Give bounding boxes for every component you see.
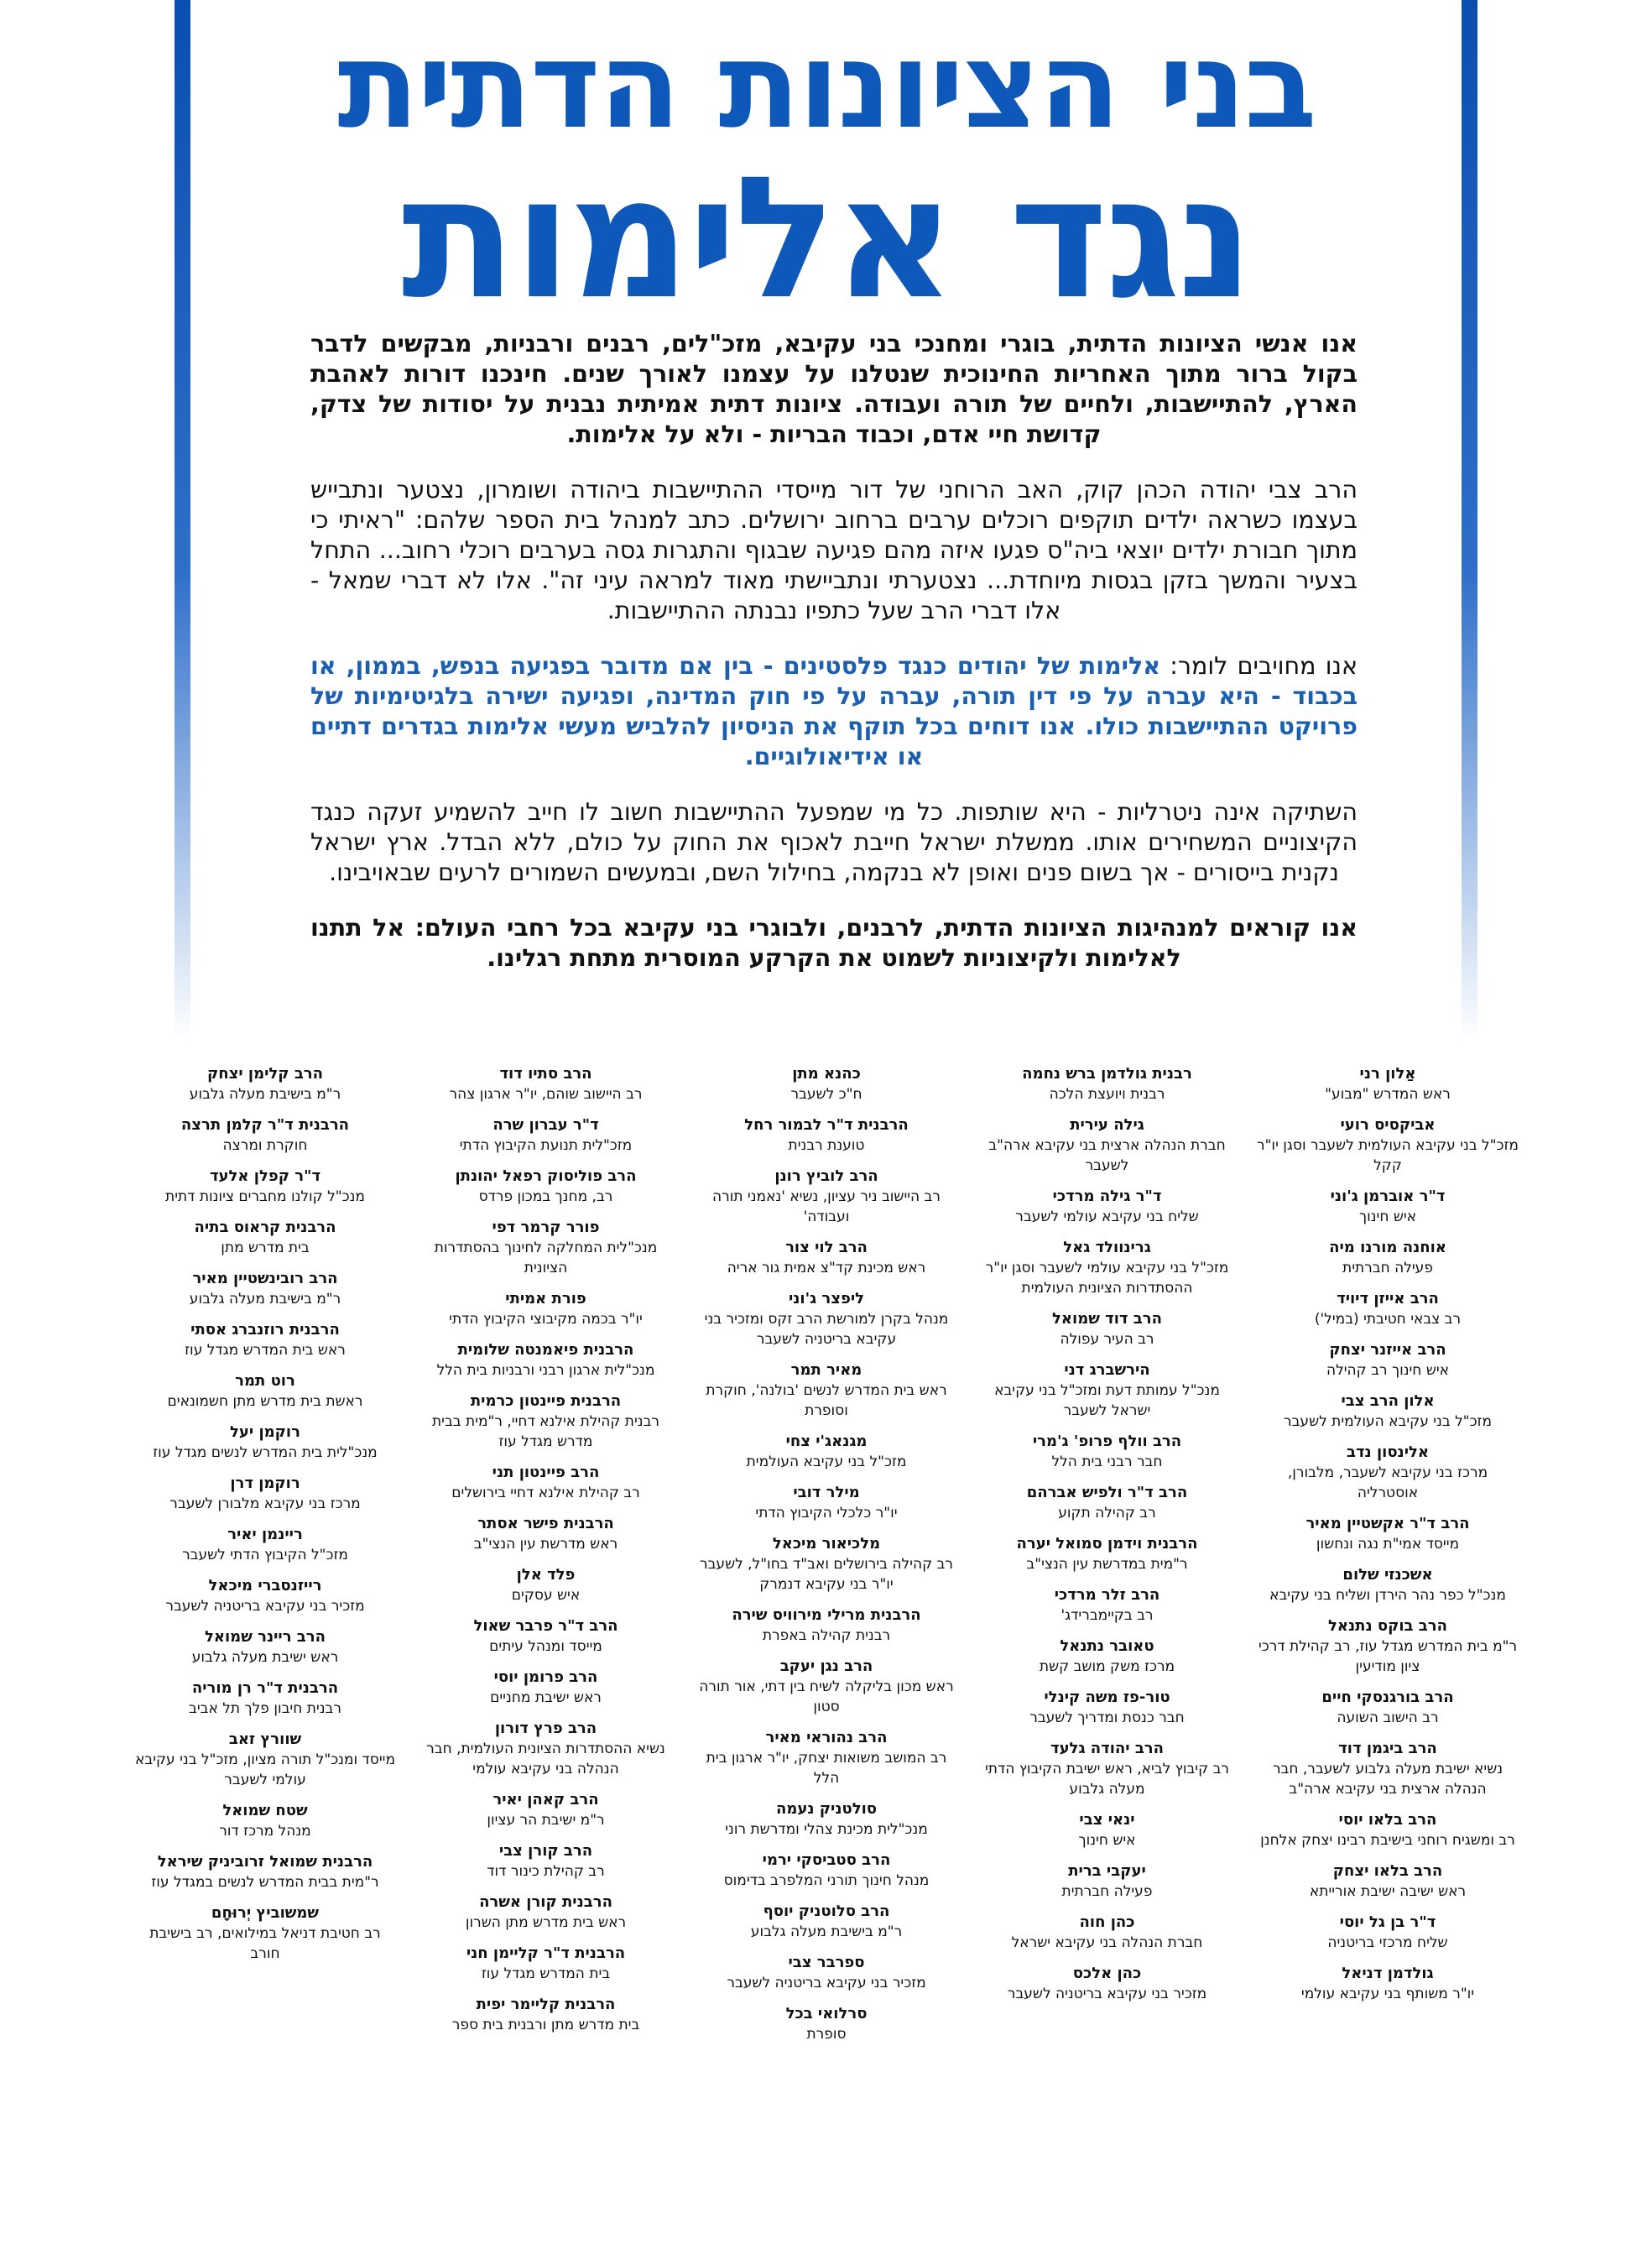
signatory-role: רב העיר עפולה: [1060, 1331, 1154, 1348]
signatory-role: רבנית קהילה באפרת: [762, 1627, 891, 1644]
signatory-role: מנכ"לית המחלקה לחינוך בהסתדרות הציונית: [434, 1240, 658, 1276]
signatory-name: הרב יהודה גלעד: [1050, 1740, 1164, 1757]
signatory-name: יעקבי ברית: [1068, 1862, 1146, 1880]
signatory-name: הרב ד"ר אקשטיין מאיר: [1305, 1515, 1470, 1532]
signatory-name: הרב ד"ר ולפיש אברהם: [1026, 1484, 1188, 1501]
signatory-role: שליח בני עקיבא עולמי לשעבר: [1015, 1208, 1199, 1225]
signatory-name: הרב אייזנר יצחק: [1329, 1341, 1446, 1359]
signatory-role: ראשת בית מדרש מתן חשמונאים: [167, 1393, 363, 1410]
signatory: [1257, 1187, 1519, 1227]
signatory: [134, 1576, 396, 1616]
signatory: [134, 1115, 396, 1156]
signatory: [134, 1801, 396, 1841]
signatory-role: מזכיר בני עקיבא בריטניה לשעבר: [165, 1598, 365, 1615]
signatory-name: הרב נהוראי מאיר: [765, 1729, 888, 1746]
signatory-role: בית מדרש מתן: [221, 1240, 310, 1256]
signatory-role: ראש ישיבה ישיבת אורייתא: [1309, 1883, 1467, 1900]
signatory-role: ראש בית המדרש מגדל עוז: [185, 1342, 346, 1359]
signatory-role: מייסד אמי"ת נגה ונחשון: [1316, 1536, 1460, 1553]
signatory: [696, 1953, 957, 1993]
signatory-role: חבר כנסת ומדריך לשעבר: [1029, 1709, 1185, 1726]
paragraph-obligation: [310, 651, 1358, 772]
signatory-role: ראש מכון בליקלה לשיח בין דתי, אור תורה סטון: [699, 1678, 954, 1715]
signatory-name: הרב קאהן יאיר: [492, 1791, 599, 1809]
signatory-name: הרב פיינטון תני: [492, 1464, 600, 1481]
signatory-name: אשכנזי שלום: [1342, 1566, 1433, 1584]
signatory-role: מנכ"לית בית המדרש לנשים מגדל עוז: [153, 1444, 378, 1461]
signatory-name: גרינוולד גאל: [1063, 1239, 1151, 1256]
signatory: [1257, 1289, 1519, 1329]
signatory: [1257, 1810, 1519, 1850]
signatory-role: מזכ"ל הקיבוץ הדתי לשעבר: [182, 1547, 348, 1563]
signatory: [415, 1565, 677, 1605]
signatory-role: בית מדרש מתן ורבנית בית ספר: [451, 2017, 640, 2033]
left-accent-bar: [175, 0, 190, 1041]
signatory-column: [696, 1064, 957, 2247]
signatory: [1257, 1443, 1519, 1503]
signatory-name: רוט תמר: [235, 1372, 295, 1390]
signatory-role: רב קיבוץ לביא, ראש ישיבת הקיבוץ הדתי מעלה גלבוע: [984, 1761, 1230, 1798]
signatory-role: חברת הנהלה ארצית בני עקיבא ארה"ב לשעבר: [988, 1137, 1226, 1174]
signatory-name: אביקסיס רועי: [1340, 1116, 1436, 1134]
paragraph-call-to-action: אנו קוראים למנהיגות הציונות הדתית, לרבנים, ולבוגרי בני עקיבא בכל רחבי העולם: אל תתנו לאלימות ולקיצוניות לשמוט את הקרקע המוסרית מתחת רגלינו.: [310, 914, 1358, 972]
signatory-name: הרב ריינר שמואל: [205, 1628, 326, 1646]
signatory-name: גילה עירית: [1070, 1116, 1144, 1134]
signatory-name: טאובר נתנאל: [1060, 1637, 1154, 1655]
signatory-name: מילר דובי: [793, 1484, 860, 1501]
signatory-name: הרב בלאו יוסי: [1338, 1811, 1437, 1829]
signatory-role: יו"ר בכמה מקיבוצי הקיבוץ הדתי: [449, 1311, 643, 1328]
signatory: [415, 1995, 677, 2035]
signatory: [696, 1657, 957, 1717]
signatory-role: מנכ"ל קולנו מחברים ציונות דתית: [165, 1188, 365, 1205]
signatory: [1257, 1340, 1519, 1381]
signatory-name: פלד אלן: [516, 1566, 576, 1584]
signatory-name: ד"ר עברון שרה: [492, 1116, 599, 1134]
signatory: [977, 1964, 1238, 2004]
signatory: [415, 1463, 677, 1503]
signatory-name: פורת אמיתי: [505, 1290, 586, 1307]
signatory: [696, 1483, 957, 1523]
signatory-name: אַלון רני: [1359, 1065, 1416, 1083]
signatory-name: הרבנית ד"ר לבמור רחל: [744, 1116, 909, 1134]
signatory-name: ד"ר אוברמן ג'וני: [1330, 1187, 1446, 1205]
signatory: [415, 1115, 677, 1156]
signatory-name: ינאי צבי: [1079, 1811, 1135, 1829]
signatory-role: שליח מרכזי בריטניה: [1327, 1934, 1448, 1951]
signatory: [415, 1719, 677, 1779]
signatory: [1257, 1688, 1519, 1728]
signatory-role: רבנית חיבון פלך תל אביב: [189, 1700, 341, 1717]
signatory-name: הרבנית רוזנברג אסתי: [190, 1321, 340, 1339]
signatory-column: [977, 1064, 1238, 2247]
signatory: [134, 1320, 396, 1360]
signatory-name: הרב לוי צור: [785, 1239, 868, 1256]
signatory-name: הרב ביגמן דוד: [1338, 1740, 1437, 1757]
signatory-role: רב היישוב שוהם, יו"ר ארגון צהר: [449, 1086, 643, 1103]
signatory-role: איש חינוך: [1358, 1208, 1417, 1225]
signatory-role: רב בקיימברידג': [1061, 1607, 1154, 1624]
signatory-column: [415, 1064, 677, 2247]
headline-line-2: נגד אלימות: [401, 141, 1252, 337]
signatory: [1257, 1514, 1519, 1554]
signatory-name: הרב רובינשטיין מאיר: [192, 1270, 338, 1287]
signatory-role: רב קהילה בירושלים ואב"ד בחו"ל, לשעבר יו"ר בני עקיבא דנמרק: [700, 1556, 953, 1593]
signatory-role: מזכ"ל בני עקיבא עולמי לשעבר וסגן יו"ר ההסתדרות הציונית העולמית: [985, 1260, 1229, 1297]
signatory: [415, 1391, 677, 1452]
signatory-name: ריינמן יאיר: [227, 1526, 303, 1543]
signatory-name: אוחנה מורנו מיה: [1329, 1239, 1446, 1256]
signatory-role: בית המדרש מגדל עוז: [481, 1965, 611, 1982]
signatory: [415, 1892, 677, 1933]
signatory-name: הרב וולף פרופ' ג'מרי: [1032, 1433, 1182, 1450]
signatory-name: גולדמן דניאל: [1342, 1965, 1434, 1982]
signatory: [1257, 1391, 1519, 1432]
signatory: [977, 1810, 1238, 1850]
signatory: [977, 1483, 1238, 1523]
signatory: [977, 1688, 1238, 1728]
signatory: [696, 1605, 957, 1646]
signatory-name: ליפצר ג'וני: [788, 1290, 865, 1307]
signatory-name: כהן אלכס: [1072, 1965, 1142, 1982]
signatory-name: הרבנית פישר אסתר: [477, 1515, 614, 1532]
signatory-name: הרבנית ד"ר רן מוריה: [191, 1679, 339, 1697]
signatory-name: הרב בוקס נתנאל: [1328, 1617, 1447, 1635]
signatory-role: רב המושב משואות יצחק, יו"ר ארגון בית הלל: [706, 1750, 947, 1787]
signatory: [134, 1474, 396, 1514]
signatory-role: מזכיר בני עקיבא בריטניה לשעבר: [727, 1975, 926, 1991]
signatory-name: כהנא מתן: [792, 1065, 861, 1083]
signatories-list: [134, 1064, 1519, 2247]
signatory-role: ח"כ לשעבר: [790, 1086, 862, 1103]
signatory-name: הרבנית ד"ר קלמן תרצה: [180, 1116, 350, 1134]
signatory-name: רוקמן יעל: [230, 1423, 300, 1441]
signatory: [415, 1064, 677, 1104]
signatory-name: הרב סטביסקי ירמי: [762, 1851, 891, 1869]
signatory: [696, 1360, 957, 1421]
signatory-role: איש חינוך: [1078, 1832, 1136, 1849]
signatory-role: ר"מ בישיבת מעלה גלבוע: [189, 1291, 341, 1307]
signatory: [1257, 1115, 1519, 1176]
signatory: [415, 1944, 677, 1984]
signatory-role: מנהל מרכז דור: [219, 1823, 311, 1840]
signatory-role: מנהל בקרן למורשת הרב זקס ומזכיר בני עקיבא בריטניה לשעבר: [704, 1311, 949, 1348]
signatory: [696, 1534, 957, 1595]
signatory: [134, 1852, 396, 1892]
signatory-name: סרלואי בכל: [785, 2005, 868, 2023]
signatory: [977, 1360, 1238, 1421]
signatory-role: רב קהילת כינור דוד: [487, 1863, 605, 1880]
signatory-name: הרבנית וידמן סמואל יערה: [1016, 1535, 1198, 1553]
signatory-role: יו"ר משותף בני עקיבא עולמי: [1300, 1986, 1475, 2002]
signatory-role: מזכ"ל בני עקיבא העולמית לשעבר וסגן יו"ר קקל: [1257, 1137, 1519, 1174]
signatory-role: ר"מית במדרשת עין הנצי"ב: [1026, 1556, 1188, 1573]
signatory-name: הרב דוד שמואל: [1052, 1310, 1162, 1328]
signatory: [1257, 1913, 1519, 1953]
obligation-lead: אנו מחויבים לומר:: [1160, 652, 1358, 680]
paragraph-rav-kook-quote: הרב צבי יהודה הכהן קוק, האב הרוחני של דור מייסדי ההתיישבות ביהודה ושומרון, נצטער ונתבייש בעצמו כשראה ילדים תוקפים רוכלים ערבים ברחוב ירושלים. כתב למנהל בית הספר שלהם: "ראיתי כי מתוך חבורת ילדים יוצאי ביה"ס פגעו איזה מהם פגיעה שבגוף והתגרות גסה בערבים רוכלי רחוב... התחל בצעיר והמשך בזקן בגסות מיוחדת... נצטערתי ונתביישתי מאוד למראה עיני זה". אלו לא דברי שמאל - אלו דברי הרב שעל כתפיו נבנתה ההתיישבות.: [310, 476, 1358, 624]
signatory: [977, 1187, 1238, 1227]
signatory-name: אלינסון נדב: [1346, 1443, 1430, 1461]
signatory: [1257, 1964, 1519, 2004]
signatory: [977, 1585, 1238, 1626]
signatory: [696, 1850, 957, 1891]
signatory-role: נשיא ההסתדרות הציונית העולמית, חבר הנהלה בני עקיבא עולמי: [426, 1741, 665, 1777]
right-accent-bar: [1462, 0, 1477, 1041]
signatory-role: מייסד ומנהל עיתים: [489, 1638, 602, 1655]
signatory-name: שמשוביץ יְרוּחָם: [211, 1904, 320, 1922]
signatory-name: הרבנית פיאמנטה שלומית: [457, 1341, 634, 1359]
signatory-role: רב ומשגיח רוחני בישיבת רבינו יצחק אלחנן: [1260, 1832, 1515, 1849]
signatory-name: הרב פרץ דורון: [494, 1720, 597, 1737]
signatory: [696, 1289, 957, 1349]
signatory-name: מגנאג'י צחי: [785, 1433, 868, 1450]
signatory-column: [1257, 1064, 1519, 2247]
signatory: [977, 1064, 1238, 1104]
signatory-name: הרב בלאו יצחק: [1332, 1862, 1443, 1880]
signatory-role: מזכ"לית תנועת הקיבוץ הדתי: [459, 1137, 633, 1154]
signatory-role: רב קהילת אילנא דחיי בירושלים: [451, 1485, 640, 1501]
signatory: [696, 1728, 957, 1788]
signatory-name: הירשברג דני: [1064, 1361, 1150, 1379]
signatory-name: סולטניק נעמה: [775, 1800, 878, 1818]
signatory: [696, 1432, 957, 1472]
paragraph-silence: השתיקה אינה ניטרליות - היא שותפות. כל מי שמפעל ההתיישבות חשוב לו חייב להשמיע זעקה כנגד הקיצוניים המשחירים אותו. ממשלת ישראל חייבת לאכוף את החוק על כולם, ללא הבדל. ארץ ישראל נקנית בייסורים - אך בשום פנים ואופן לא בנקמה, בחילול השם, ובמעשים השמורים לרעים שבאויבינו.: [310, 798, 1358, 886]
signatory: [977, 1309, 1238, 1349]
signatory: [134, 1218, 396, 1258]
signatory-name: הרב סתיו דוד: [499, 1065, 592, 1083]
signatory-name: ד"ר גילה מרדכי: [1052, 1187, 1162, 1205]
signatory-name: שוורץ זאב: [228, 1730, 302, 1748]
signatory-role: מנהל חינוך תורני המלפרב בדימוס: [723, 1872, 930, 1889]
signatory: [415, 1616, 677, 1657]
signatory-role: מזכיר בני עקיבא בריטניה לשעבר: [1007, 1986, 1207, 2002]
signatory: [977, 1534, 1238, 1574]
headline-line-1: בני הציונות הדתית: [337, 17, 1316, 155]
signatory-name: הרב פרומן יוסי: [493, 1668, 598, 1686]
signatory: [415, 1289, 677, 1329]
signatory-role: ר"מ ישיבת הר עציון: [487, 1812, 605, 1829]
signatory-role: סופרת: [806, 2026, 847, 2043]
signatory-name: כהן חוה: [1079, 1913, 1135, 1931]
signatory-role: רב חטיבת דניאל במילואים, רב בישיבת חורב: [149, 1925, 381, 1962]
signatory: [415, 1514, 677, 1554]
signatory-role: מזכ"ל בני עקיבא העולמית לשעבר: [1284, 1413, 1492, 1430]
signatory-role: ראש ישיבת מחניים: [490, 1689, 602, 1706]
signatory-role: ר"מ בית המדרש מגדל עוז, רב קהילת דרכי ציון מודיעין: [1258, 1638, 1518, 1675]
paragraph-intro: אנו אנשי הציונות הדתית, בוגרי ומחנכי בני עקיבא, מזכ"לים, רבנים ורבניות, מבקשים לדבר בקול ברור מתוך האחריות החינוכית שנטלנו על עצמנו לאורך שנים. חינכנו דורות לאהבת הארץ, להתיישבות, ולחיים של תורה ועבודה. ציונות דתית אמיתית נבנית על יסודות של צדק, קדושת חיי אדם, וכבוד הבריות - ולא על אלימות.: [310, 330, 1358, 448]
signatory-name: הרב נגן יעקב: [779, 1657, 873, 1675]
signatory-role: חברת הנהלה בני עקיבא ישראל: [1011, 1934, 1203, 1951]
signatory-name: טור-פז משה קינלי: [1044, 1688, 1170, 1706]
signatory-name: הרב זלר מרדכי: [1054, 1586, 1160, 1604]
signatory: [134, 1730, 396, 1790]
signatory: [977, 1636, 1238, 1677]
signatory: [134, 1422, 396, 1463]
signatory-name: הרבנית קראוס בתיה: [194, 1219, 336, 1236]
signatory-role: פעילה חברתית: [1061, 1883, 1153, 1900]
signatory-role: ראש ישיבת מעלה גלבוע: [191, 1649, 339, 1666]
signatory: [134, 1371, 396, 1412]
signatory: [696, 2004, 957, 2044]
signatory-name: ד"ר בן גל יוסי: [1339, 1913, 1436, 1931]
signatory-role: מנכ"לית ארגון רבני ורבניות בית הלל: [436, 1362, 655, 1379]
signatory-name: הרב קורן צבי: [498, 1842, 593, 1860]
signatory-role: מנכ"ל כפר נהר הירדן ושליח בני עקיבא: [1269, 1587, 1506, 1604]
signatory-role: מרכז משק מושב קשת: [1039, 1658, 1175, 1675]
signatory-role: רב, מחנך במכון פרדס: [478, 1188, 613, 1205]
signatory-name: רייזנסברי מיכאל: [208, 1577, 322, 1595]
signatory: [415, 1790, 677, 1830]
signatory-name: רבנית גולדמן ברש נחמה: [1022, 1065, 1192, 1083]
signatory-role: יו"ר כלכלי הקיבוץ הדתי: [755, 1505, 898, 1521]
signatory: [134, 1269, 396, 1309]
signatory-name: פורר קרמר דפי: [492, 1219, 600, 1236]
signatory-role: ר"מית בבית המדרש לנשים במגדל עוז: [151, 1874, 379, 1891]
signatory-name: רוקמן דרן: [230, 1474, 300, 1492]
signatory: [1257, 1739, 1519, 1799]
signatory-role: ראש בית מדרש מתן השרון: [465, 1914, 627, 1931]
signatory-name: שטח שמואל: [222, 1802, 308, 1819]
signatory-column: [134, 1064, 396, 2247]
signatory-role: רב קהילה תקוע: [1058, 1505, 1156, 1521]
signatory-name: הרבנית מרילי מירוויס שירה: [732, 1606, 921, 1624]
signatory-role: רב הישוב השועה: [1337, 1709, 1439, 1726]
signatory: [1257, 1565, 1519, 1605]
signatory-role: רבנית ויועצת הלכה: [1049, 1086, 1165, 1103]
signatory-name: אלון הרב צבי: [1341, 1392, 1435, 1410]
signatory: [977, 1432, 1238, 1472]
signatory: [696, 1064, 957, 1104]
signatory: [415, 1340, 677, 1381]
signatory-role: חוקרת ומרצה: [222, 1137, 308, 1154]
signatory-role: רב צבאי חטיבתי (במיל'): [1314, 1311, 1462, 1328]
signatory: [977, 1238, 1238, 1298]
signatory: [696, 1902, 957, 1942]
signatory-name: הרב בורגנסקי חיים: [1321, 1688, 1454, 1706]
signatory-role: ראש המדרש "מבוע": [1325, 1086, 1451, 1103]
signatory: [977, 1739, 1238, 1799]
signatory-name: מאיר תמר: [790, 1361, 862, 1379]
signatory-role: איש עסקים: [511, 1587, 581, 1604]
signatory-name: הרב סלוטניק יוסף: [763, 1902, 890, 1920]
signatory: [1257, 1064, 1519, 1104]
signatory: [415, 1668, 677, 1708]
signatory-name: הרבנית ד"ר קליימן חני: [466, 1944, 626, 1962]
signatory-role: מנכ"לית מכינת צהלי ומדרשת רוני: [725, 1821, 928, 1838]
signatory-role: איש חינוך רב קהילה: [1326, 1362, 1450, 1379]
signatory: [696, 1167, 957, 1227]
signatory-role: חבר רבני בית הלל: [1051, 1454, 1163, 1470]
signatory-name: הרבנית קליימר יפית: [476, 1996, 616, 2013]
signatory-role: ראש מכינת קד"צ אמית גור אריה: [727, 1260, 926, 1276]
signatory-name: הרב ד"ר פרבר שאול: [473, 1617, 618, 1635]
signatory-name: הרבנית שמואל זרוביניק שיראל: [157, 1853, 373, 1871]
signatory-name: הרב לוביץ רונן: [774, 1167, 878, 1185]
signatory-name: הרב קלימן יצחק: [206, 1065, 324, 1083]
signatory: [134, 1167, 396, 1207]
signatory: [134, 1903, 396, 1964]
obligation-emphasis: אלימות של יהודים כנגד פלסטינים - בין אם מדובר בפגיעה בנפש, בממון, או בכבוד - היא עברה על פי דין תורה, עברה על פי חוק המדינה, ופגיעה ישירה בלגיטימיות של פרויקט ההתיישבות כולו. אנו דוחים בכל תוקף את הניסיון להלביש מעשי אלימות בגדרים דתיים או אידיאולוגיים.: [310, 652, 1358, 770]
statement-body: [310, 329, 1358, 999]
signatory-role: רב היישוב ניר עציון, נשיא 'נאמני תורה ועבודה': [712, 1188, 941, 1225]
signatory-name: הרבנית פיינטון כרמית: [470, 1392, 622, 1410]
signatory-name: הרב אייזן דיויד: [1337, 1290, 1439, 1307]
signatory-role: מרכז בני עקיבא לשעבר, מלבורן, אוסטרליה: [1287, 1464, 1488, 1501]
signatory-role: רבנית קהילת אילנא דחיי, ר"מית בבית מדרש מגדל עוז: [432, 1413, 659, 1450]
signatory-role: טוענת רבנית: [788, 1137, 865, 1154]
signatory: [977, 1913, 1238, 1953]
signatory: [696, 1115, 957, 1156]
signatory-role: ר"מ בישיבת מעלה גלבוע: [189, 1086, 341, 1103]
signatory: [415, 1167, 677, 1207]
signatory: [134, 1678, 396, 1719]
signatory-name: ספרבר צבי: [788, 1954, 865, 1971]
signatory-role: מייסד ומנכ"ל תורה מציון, מזכ"ל בני עקיבא עולמי לשעבר: [135, 1751, 395, 1788]
signatory: [1257, 1616, 1519, 1677]
signatory-role: מרכז בני עקיבא מלבורן לשעבר: [169, 1495, 361, 1512]
signatory-role: ר"מ בישיבת מעלה גלבוע: [750, 1923, 903, 1940]
signatory-role: מנכ"ל עמותת דעת ומזכ"ל בני עקיבא ישראל לשעבר: [994, 1382, 1220, 1419]
signatory: [696, 1799, 957, 1840]
signatory: [977, 1861, 1238, 1902]
signatory-name: הרבנית קורן אשרה: [479, 1893, 612, 1911]
signatory: [134, 1064, 396, 1104]
signatory: [134, 1525, 396, 1565]
signatory-role: פעילה חברתית: [1342, 1260, 1433, 1276]
signatory: [1257, 1238, 1519, 1278]
signatory-role: מזכ"ל בני עקיבא העולמית: [746, 1454, 907, 1470]
signatory-role: נשיא ישיבת מעלה גלבוע לשעבר, חבר הנהלה ארצית בני עקיבא ארה"ב: [1272, 1761, 1503, 1798]
signatory-name: ד"ר קפלן אלעד: [209, 1167, 321, 1185]
signatory: [1257, 1861, 1519, 1902]
signatory: [415, 1218, 677, 1278]
signatory-name: הרב פוליסוק רפאל יהונתן: [455, 1167, 637, 1185]
signatory: [134, 1627, 396, 1668]
signatory-role: ראש מדרשת עין הנצי"ב: [473, 1536, 618, 1553]
signatory-role: ראש בית המדרש לנשים 'בולנה', חוקרת וסופרת: [706, 1382, 947, 1419]
signatory-name: מלכיאור מיכאל: [772, 1535, 881, 1553]
signatory: [696, 1238, 957, 1278]
signatory: [415, 1841, 677, 1882]
signatory: [977, 1115, 1238, 1176]
